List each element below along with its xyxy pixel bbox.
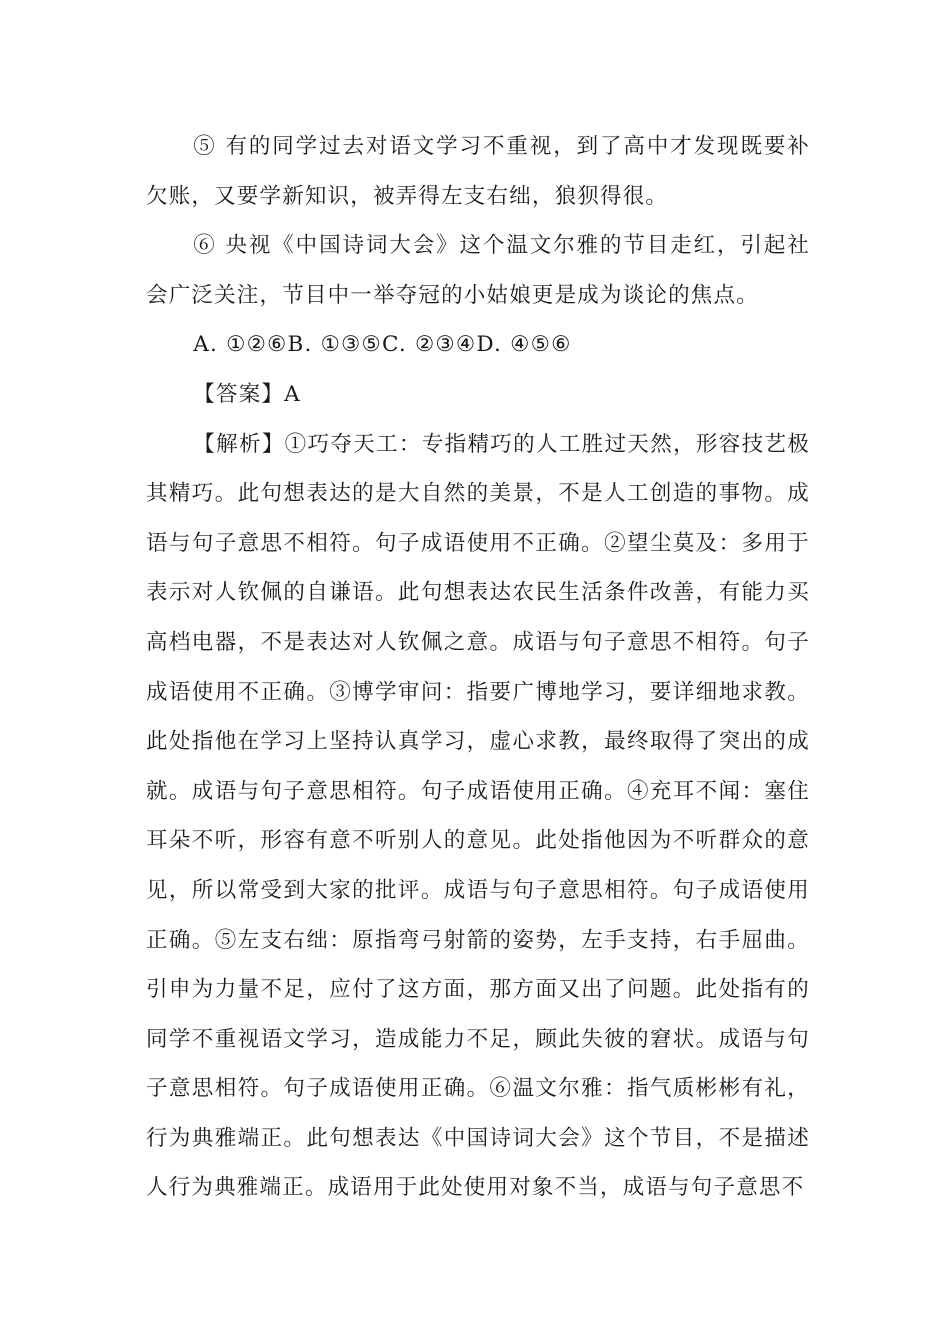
answer-line: 【答案】A <box>193 381 301 407</box>
item-6-sentence: ⑥ 央视《中国诗词大会》这个温文尔雅的节目走红，引起社会广泛关注，节目中一举夺冠的小姑娘更是成为谈论的焦点。 <box>146 233 810 308</box>
document-body <box>146 122 810 1213</box>
analysis-paragraph: 【解析】①巧夺天工：专指精巧的人工胜过天然，形容技艺极其精巧。此句想表达的是大自然的美景，不是人工创造的事物。成语与句子意思不相符。句子成语使用不正确。②望尘莫及：多用于表示对人钦佩的自谦语。此句想表达农民生活条件改善，有能力买高档电器，不是表达对人钦佩之意。成语与句子意思不相符。句子成语使用不正确。③博学审问：指要广博地学习，要详细地求教。此处指他在学习上坚持认真学习，虚心求教，最终取得了突出的成就。成语与句子意思相符。句子成语使用正确。④充耳不闻：塞住耳朵不听，形容有意不听别人的意见。此处指他因为不听群众的意见，所以常受到大家的批评。成语与句子意思相符。句子成语使用正确。⑤左支右绌：原指弯弓射箭的姿势，左手支持，右手屈曲。引申为力量不足，应付了这方面，那方面又出了问题。此处指有的同学不重视语文学习，造成能力不足，顾此失彼的窘状。成语与句子意思相符。句子成语使用正确。⑥温文尔雅：指气质彬彬有礼，行为典雅端正。此句想表达《中国诗词大会》这个节目，不是描述人行为典雅端正。成语用于此处使用对象不当，成语与句子意思不 <box>146 431 810 1201</box>
item-5-sentence: ⑤ 有的同学过去对语文学习不重视，到了高中才发现既要补欠账，又要学新知识，被弄得左支右绌，狼狈得很。 <box>146 134 810 209</box>
answer-options: A. ①②⑥B. ①③⑤C. ②③④D. ④⑤⑥ <box>193 332 572 358</box>
